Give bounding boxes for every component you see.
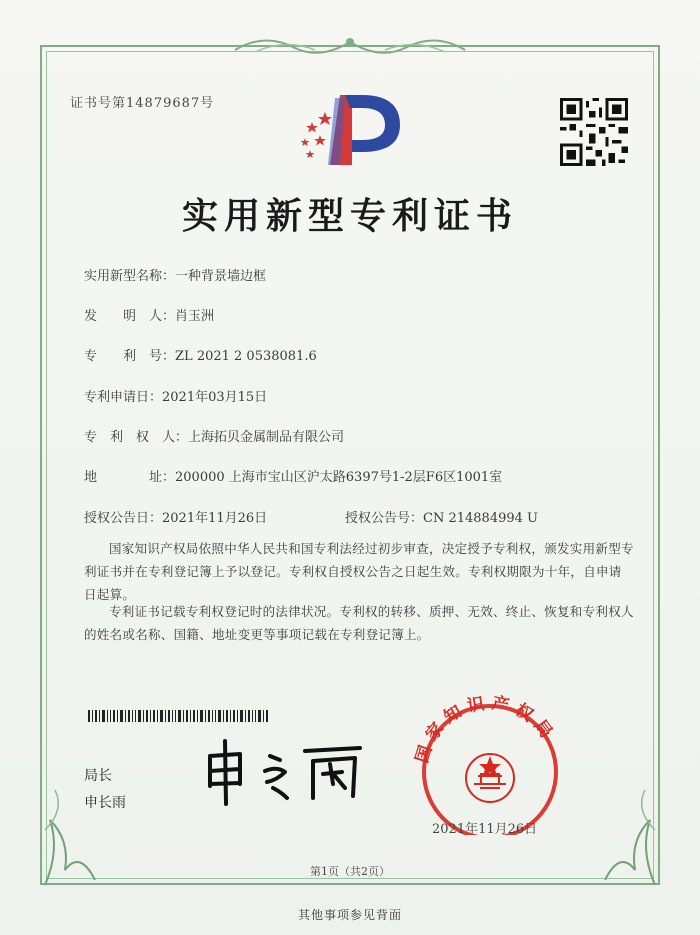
page-number: 第1页（共2页） [310,865,390,878]
address-row [84,466,502,485]
announcement-number-label: 授权公告号： [345,511,424,526]
certificate-title: 实用新型专利证书 [181,195,518,237]
official-seal-icon [405,690,575,835]
top-ornament-icon [225,30,475,60]
utility-model-name-row [84,265,266,284]
utility-model-name-value: 一种背景墙边框 [175,269,267,284]
announcement-date-value: 2021年11月26日 [162,511,268,526]
inventor-value: 肖玉洲 [175,309,215,324]
patentee-value: 上海拓贝金属制品有限公司 [188,430,345,445]
patent-number-value: ZL 2021 2 0538081.6 [175,349,317,364]
application-date-row [84,386,267,405]
inventor-row [84,305,214,324]
patent-logo-icon [290,90,410,170]
grant-statement-paragraph: 国家知识产权局依照中华人民共和国专利法经过初步审查，决定授予专利权，颁发实用新型专利证书并在专利登记簿上予以登记。专利权自授权公告之日起生效。专利权期限为十年，自申请日起算。 [84,541,634,602]
legal-status-paragraph: 专利证书记载专利权登记时的法律状况。专利权的转移、质押、无效、终止、恢复和专利权人的姓名或名称、国籍、地址变更等事项记载在专利登记簿上。 [84,604,634,642]
certificate-number: 证书号第14879687号 [70,96,215,111]
qr-code-icon [560,98,628,166]
inventor-label: 发 明 人： [84,309,176,324]
patent-number-row [84,345,317,364]
application-date-label: 专利申请日： [84,390,163,405]
address-value: 200000 上海市宝山区沪太路6397号1-2层F6区1001室 [175,470,503,485]
patentee-row [84,426,344,445]
address-label: 地 址： [84,470,176,485]
patent-number-label: 专 利 号： [84,349,176,364]
announcement-number-row [345,507,538,526]
announcement-date-label: 授权公告日： [84,511,163,526]
application-date-value: 2021年03月15日 [162,390,268,405]
announcement-number-value: CN 214884994 U [423,511,538,526]
footer-note: 其他事项参见背面 [297,908,402,922]
utility-model-name-label: 实用新型名称： [84,269,176,284]
patentee-label: 专 利 权 人： [84,430,189,445]
handwritten-signature-icon [195,736,375,806]
seal-date: 2021年11月26日 [432,822,538,837]
director-name: 申长雨 [84,795,126,811]
announcement-date-row [84,507,267,526]
svg-text:国家知识产权局: 国家知识产权局 [412,693,560,766]
director-title: 局长 [84,768,112,784]
barcode-icon [88,710,268,722]
